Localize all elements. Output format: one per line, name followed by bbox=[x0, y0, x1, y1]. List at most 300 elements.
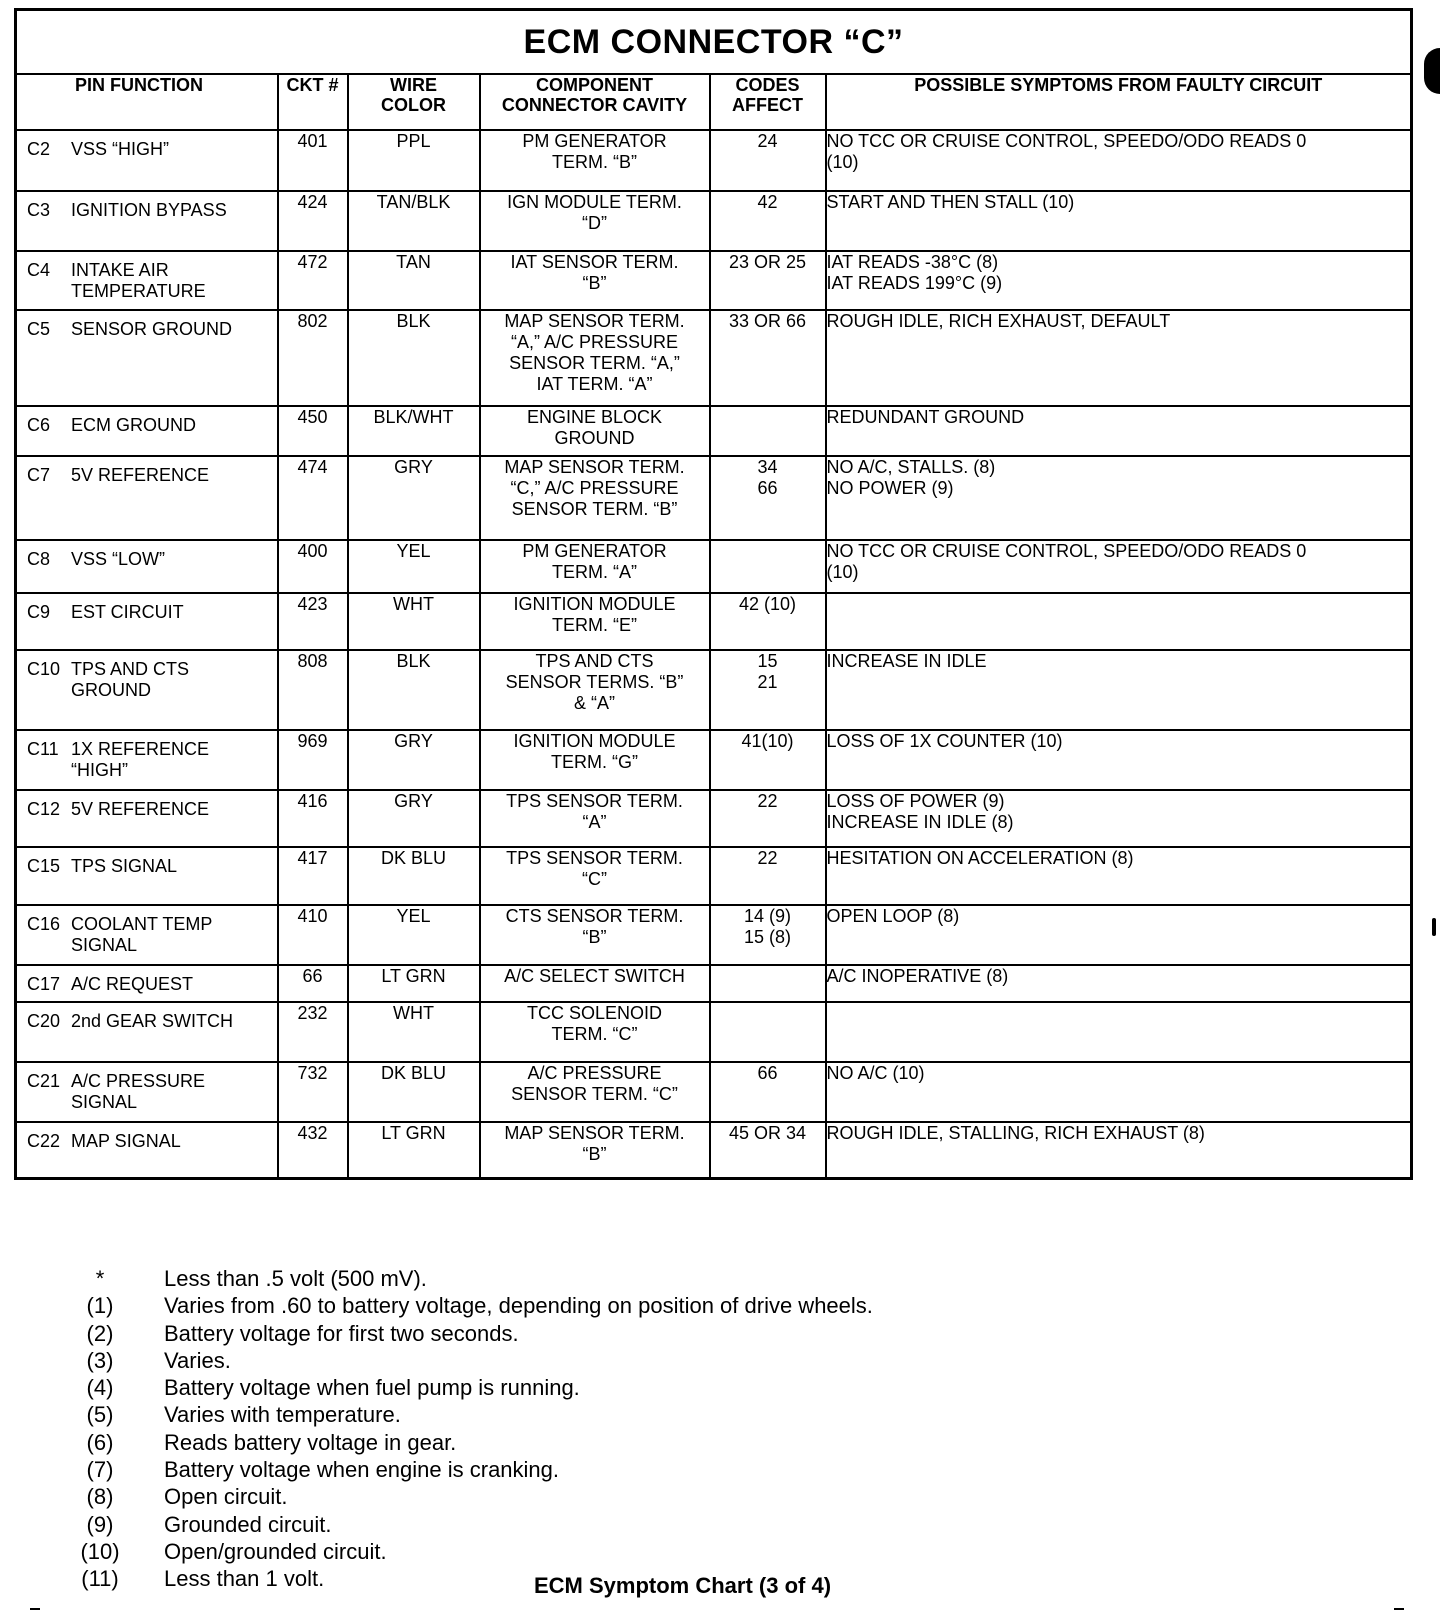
component-cell bbox=[480, 730, 710, 790]
codes-cell bbox=[710, 130, 826, 191]
component-cell bbox=[480, 965, 710, 1002]
component-line: PM GENERATOR bbox=[522, 541, 667, 561]
pin-id: C9 bbox=[27, 602, 51, 622]
wire-color-cell: YEL bbox=[348, 905, 480, 965]
scan-tick bbox=[30, 1608, 40, 1610]
symptom-line: NO POWER (9) bbox=[826, 478, 954, 498]
symptoms-cell bbox=[826, 540, 1412, 593]
symptom-line: LOSS OF POWER (9) bbox=[826, 791, 1005, 811]
pin-function bbox=[71, 1011, 271, 1032]
footnotes bbox=[70, 1265, 1170, 1593]
ckt-cell: 450 bbox=[278, 406, 348, 456]
ckt-cell: 424 bbox=[278, 191, 348, 251]
pin-function-line: ECM GROUND bbox=[71, 415, 196, 435]
pin-function bbox=[71, 602, 271, 623]
ckt-cell: 423 bbox=[278, 593, 348, 650]
table-row bbox=[16, 650, 1412, 730]
pin-function bbox=[71, 974, 271, 995]
code-line: 45 OR 34 bbox=[728, 1123, 807, 1143]
pin-function-cell bbox=[16, 406, 278, 456]
footnote-mark: (7) bbox=[86, 1457, 114, 1483]
table-row bbox=[16, 1002, 1412, 1062]
pin-function-line: TPS SIGNAL bbox=[71, 856, 178, 876]
component-line: MAP SENSOR TERM. bbox=[504, 1123, 685, 1143]
footnote-text: Open circuit. bbox=[164, 1484, 288, 1510]
code-line: 41(10) bbox=[741, 731, 794, 751]
component-line: TERM. “A” bbox=[552, 562, 637, 582]
pin-id: C10 bbox=[27, 659, 61, 679]
wire-color-cell: GRY bbox=[348, 790, 480, 847]
codes-cell bbox=[710, 593, 826, 650]
symptom-line: IAT READS 199°C (9) bbox=[826, 273, 1003, 293]
codes-cell bbox=[710, 1002, 826, 1062]
footnote-text: Less than .5 volt (500 mV). bbox=[164, 1266, 427, 1291]
component-cell bbox=[480, 130, 710, 191]
wire-color-cell: TAN/BLK bbox=[348, 191, 480, 251]
symptoms-cell bbox=[826, 730, 1412, 790]
component-cell bbox=[480, 905, 710, 965]
component-line: TERM. “E” bbox=[552, 615, 637, 635]
pin-function-cell bbox=[16, 310, 278, 406]
pin-id: C7 bbox=[27, 465, 51, 485]
footnote-mark: (10) bbox=[80, 1538, 120, 1564]
pin-function-cell bbox=[16, 1002, 278, 1062]
footnote-text: Varies with temperature. bbox=[164, 1402, 401, 1428]
footnote-text: Varies. bbox=[164, 1347, 231, 1373]
footnote-row bbox=[70, 1265, 1170, 1292]
code-line: 34 bbox=[757, 457, 778, 477]
component-line: A/C SELECT SWITCH bbox=[504, 966, 685, 986]
pin-wrap bbox=[17, 131, 277, 166]
symptoms-cell bbox=[826, 847, 1412, 905]
footnote-row bbox=[70, 1347, 1170, 1374]
ecm-connector-table bbox=[14, 8, 1413, 1180]
code-line: 42 bbox=[757, 192, 778, 212]
code-line: 21 bbox=[757, 672, 778, 692]
scan-tick bbox=[1394, 1608, 1404, 1610]
pin-function-line: 1X REFERENCE bbox=[71, 739, 210, 759]
pin-function-line: SENSOR GROUND bbox=[71, 319, 233, 339]
component-line: TERM. “G” bbox=[551, 752, 638, 772]
pin-function bbox=[71, 319, 271, 340]
table-row bbox=[16, 191, 1412, 251]
codes-cell bbox=[710, 540, 826, 593]
component-line: IAT TERM. “A” bbox=[536, 374, 653, 394]
component-cell bbox=[480, 790, 710, 847]
component-line: IGN MODULE TERM. bbox=[507, 192, 682, 212]
code-line: 24 bbox=[757, 131, 778, 151]
wire-color-cell: GRY bbox=[348, 730, 480, 790]
code-line: 15 bbox=[757, 651, 778, 671]
symptom-line: IAT READS -38°C (8) bbox=[826, 252, 999, 272]
wire-color-cell: DK BLU bbox=[348, 847, 480, 905]
component-line: CTS SENSOR TERM. bbox=[505, 906, 684, 926]
header-pin-function: PIN FUNCTION bbox=[16, 74, 278, 130]
pin-wrap bbox=[17, 848, 277, 883]
footnote-row bbox=[70, 1429, 1170, 1456]
component-line: SENSOR TERMS. “B” bbox=[505, 672, 684, 692]
symptom-line: LOSS OF 1X COUNTER (10) bbox=[826, 731, 1063, 751]
table-row bbox=[16, 593, 1412, 650]
pin-wrap bbox=[17, 192, 277, 227]
symptoms-cell bbox=[826, 251, 1412, 310]
component-line: “C,” A/C PRESSURE bbox=[510, 478, 679, 498]
ckt-cell: 474 bbox=[278, 456, 348, 540]
pin-wrap bbox=[17, 541, 277, 576]
component-cell bbox=[480, 251, 710, 310]
header-wire-color-line: COLOR bbox=[381, 95, 446, 115]
component-cell bbox=[480, 847, 710, 905]
footnote-text: Varies from .60 to battery voltage, depending on position of drive wheels. bbox=[164, 1293, 873, 1319]
table-row bbox=[16, 730, 1412, 790]
code-line: 33 OR 66 bbox=[728, 311, 807, 331]
pin-function-cell bbox=[16, 593, 278, 650]
symptoms-cell bbox=[826, 965, 1412, 1002]
pin-function-cell bbox=[16, 130, 278, 191]
wire-color-cell: LT GRN bbox=[348, 965, 480, 1002]
symptoms-cell bbox=[826, 790, 1412, 847]
component-line: TPS AND CTS bbox=[535, 651, 654, 671]
code-line: 66 bbox=[757, 1063, 778, 1083]
codes-cell bbox=[710, 1062, 826, 1122]
table-body bbox=[16, 130, 1412, 1178]
table-row bbox=[16, 456, 1412, 540]
table-row bbox=[16, 251, 1412, 310]
pin-function bbox=[71, 139, 271, 160]
symptom-line: A/C INOPERATIVE (8) bbox=[826, 966, 1009, 986]
table-row bbox=[16, 1122, 1412, 1178]
table-row bbox=[16, 130, 1412, 191]
symptoms-cell bbox=[826, 130, 1412, 191]
component-line: SENSOR TERM. “B” bbox=[511, 499, 678, 519]
pin-wrap bbox=[17, 1123, 277, 1158]
pin-function bbox=[71, 1071, 271, 1113]
footnote-mark: (9) bbox=[86, 1511, 114, 1537]
header-codes-line: CODES bbox=[735, 75, 800, 95]
pin-function-line: TEMPERATURE bbox=[71, 281, 206, 301]
symptom-line: HESITATION ON ACCELERATION (8) bbox=[826, 848, 1134, 868]
pin-id: C21 bbox=[27, 1071, 61, 1091]
codes-cell bbox=[710, 790, 826, 847]
pin-function-line: VSS “HIGH” bbox=[71, 139, 170, 159]
pin-function bbox=[71, 739, 271, 781]
footnote-text: Less than 1 volt. bbox=[164, 1566, 325, 1592]
pin-wrap bbox=[17, 594, 277, 629]
codes-cell bbox=[710, 650, 826, 730]
pin-function bbox=[71, 1131, 271, 1152]
code-line: 15 (8) bbox=[743, 927, 792, 947]
pin-wrap bbox=[17, 407, 277, 442]
component-line: GROUND bbox=[554, 428, 635, 448]
wire-color-cell: BLK bbox=[348, 650, 480, 730]
pin-function-line: IGNITION BYPASS bbox=[71, 200, 227, 220]
ckt-cell: 416 bbox=[278, 790, 348, 847]
wire-color-cell: WHT bbox=[348, 593, 480, 650]
symptom-line: NO A/C, STALLS. (8) bbox=[826, 457, 996, 477]
symptoms-cell bbox=[826, 905, 1412, 965]
codes-cell bbox=[710, 1122, 826, 1178]
table-row bbox=[16, 406, 1412, 456]
footnote-mark: (8) bbox=[86, 1484, 114, 1510]
component-line: “A” bbox=[582, 812, 607, 832]
pin-function-line: INTAKE AIR bbox=[71, 260, 169, 280]
table-row bbox=[16, 540, 1412, 593]
component-line: “B” bbox=[582, 1144, 607, 1164]
table-row bbox=[16, 310, 1412, 406]
ckt-cell: 432 bbox=[278, 1122, 348, 1178]
symptoms-cell bbox=[826, 191, 1412, 251]
symptom-line: START AND THEN STALL (10) bbox=[826, 192, 1075, 212]
component-line: TCC SOLENOID bbox=[526, 1003, 663, 1023]
pin-function-line: 5V REFERENCE bbox=[71, 799, 210, 819]
symptom-line: INCREASE IN IDLE (8) bbox=[826, 812, 1014, 832]
ckt-cell: 417 bbox=[278, 847, 348, 905]
pin-function bbox=[71, 415, 271, 436]
symptom-line: (10) bbox=[826, 152, 859, 172]
code-line: 14 (9) bbox=[743, 906, 792, 926]
code-line: 42 (10) bbox=[738, 594, 797, 614]
pin-id: C6 bbox=[27, 415, 51, 435]
pin-function-cell bbox=[16, 965, 278, 1002]
footnote-text: Open/grounded circuit. bbox=[164, 1538, 387, 1564]
footnote-text: Battery voltage when engine is cranking. bbox=[164, 1457, 560, 1483]
pin-wrap bbox=[17, 791, 277, 826]
pin-function bbox=[71, 914, 271, 956]
pin-wrap bbox=[17, 966, 277, 1001]
header-component-line: CONNECTOR CAVITY bbox=[501, 95, 688, 115]
code-line: 22 bbox=[757, 791, 778, 811]
wire-color-cell: TAN bbox=[348, 251, 480, 310]
table-row bbox=[16, 790, 1412, 847]
footnote-row bbox=[70, 1292, 1170, 1319]
codes-cell bbox=[710, 456, 826, 540]
table-row bbox=[16, 905, 1412, 965]
pin-function-cell bbox=[16, 1062, 278, 1122]
pin-id: C11 bbox=[27, 739, 59, 759]
pin-function-line: 2nd GEAR SWITCH bbox=[71, 1011, 234, 1031]
footnote-text: Battery voltage when fuel pump is running. bbox=[164, 1375, 580, 1401]
footnote-row bbox=[70, 1320, 1170, 1347]
wire-color-cell: GRY bbox=[348, 456, 480, 540]
footnote-mark: * bbox=[95, 1266, 105, 1291]
footnote-row bbox=[70, 1401, 1170, 1428]
pin-wrap bbox=[17, 906, 277, 962]
component-cell bbox=[480, 310, 710, 406]
component-line: TPS SENSOR TERM. bbox=[506, 791, 683, 811]
code-line: 22 bbox=[757, 848, 778, 868]
footnote-row bbox=[70, 1483, 1170, 1510]
pin-function-line: EST CIRCUIT bbox=[71, 602, 184, 622]
symptoms-cell bbox=[826, 1002, 1412, 1062]
pin-id: C5 bbox=[27, 319, 51, 339]
ckt-cell: 808 bbox=[278, 650, 348, 730]
pin-wrap bbox=[17, 252, 277, 308]
header-row bbox=[16, 74, 1412, 130]
pin-function-cell bbox=[16, 790, 278, 847]
ckt-cell: 732 bbox=[278, 1062, 348, 1122]
symptom-line: NO TCC OR CRUISE CONTROL, SPEEDO/ODO READS 0 bbox=[826, 131, 1307, 151]
pin-wrap bbox=[17, 731, 277, 787]
wire-color-cell: WHT bbox=[348, 1002, 480, 1062]
binding-mark bbox=[1424, 48, 1440, 94]
ckt-cell: 232 bbox=[278, 1002, 348, 1062]
footnote-mark: (11) bbox=[81, 1566, 119, 1592]
footnote-text: Grounded circuit. bbox=[164, 1511, 332, 1537]
ckt-cell: 66 bbox=[278, 965, 348, 1002]
footnote-row bbox=[70, 1456, 1170, 1483]
pin-id: C20 bbox=[27, 1011, 61, 1031]
pin-function-cell bbox=[16, 650, 278, 730]
pin-wrap bbox=[17, 651, 277, 707]
pin-id: C12 bbox=[27, 799, 61, 819]
symptoms-cell bbox=[826, 1122, 1412, 1178]
symptom-line: ROUGH IDLE, STALLING, RICH EXHAUST (8) bbox=[826, 1123, 1205, 1143]
pin-function-line: A/C PRESSURE bbox=[71, 1071, 206, 1091]
pin-id: C16 bbox=[27, 914, 61, 934]
symptom-line: REDUNDANT GROUND bbox=[826, 407, 1025, 427]
pin-function-line: MAP SIGNAL bbox=[71, 1131, 181, 1151]
pin-function-line: VSS “LOW” bbox=[71, 549, 166, 569]
ckt-cell: 472 bbox=[278, 251, 348, 310]
footnote-mark: (6) bbox=[86, 1429, 114, 1455]
chart-caption: ECM Symptom Chart (3 of 4) bbox=[534, 1573, 832, 1598]
pin-function-line: SIGNAL bbox=[71, 1092, 138, 1112]
pin-function bbox=[71, 260, 271, 302]
pin-function-line: COOLANT TEMP bbox=[71, 914, 213, 934]
pin-function-line: A/C REQUEST bbox=[71, 974, 194, 994]
footnote-mark: (1) bbox=[86, 1293, 114, 1319]
codes-cell bbox=[710, 730, 826, 790]
table-row bbox=[16, 965, 1412, 1002]
symptoms-cell bbox=[826, 1062, 1412, 1122]
header-symptoms: POSSIBLE SYMPTOMS FROM FAULTY CIRCUIT bbox=[826, 74, 1412, 130]
component-line: “B” bbox=[582, 927, 607, 947]
pin-id: C15 bbox=[27, 856, 61, 876]
component-line: “B” bbox=[582, 273, 607, 293]
component-line: SENSOR TERM. “A,” bbox=[509, 353, 680, 373]
wire-color-cell: LT GRN bbox=[348, 1122, 480, 1178]
pin-id: C8 bbox=[27, 549, 51, 569]
wire-color-cell: PPL bbox=[348, 130, 480, 191]
pin-function-cell bbox=[16, 730, 278, 790]
component-line: ENGINE BLOCK bbox=[526, 407, 663, 427]
pin-id: C17 bbox=[27, 974, 61, 994]
component-cell bbox=[480, 456, 710, 540]
codes-cell bbox=[710, 905, 826, 965]
symptoms-cell bbox=[826, 593, 1412, 650]
pin-function bbox=[71, 549, 271, 570]
symptom-line: NO A/C (10) bbox=[826, 1063, 925, 1083]
component-cell bbox=[480, 650, 710, 730]
symptom-line: (10) bbox=[826, 562, 859, 582]
pin-function bbox=[71, 200, 271, 221]
component-cell bbox=[480, 1002, 710, 1062]
table-row bbox=[16, 847, 1412, 905]
pin-function-cell bbox=[16, 540, 278, 593]
symptom-line: INCREASE IN IDLE bbox=[826, 651, 987, 671]
component-cell bbox=[480, 406, 710, 456]
component-cell bbox=[480, 593, 710, 650]
pin-function-cell bbox=[16, 905, 278, 965]
code-line: 23 OR 25 bbox=[728, 252, 807, 272]
codes-cell bbox=[710, 251, 826, 310]
component-line: IGNITION MODULE bbox=[513, 731, 676, 751]
footnote-row bbox=[70, 1538, 1170, 1565]
wire-color-cell: BLK bbox=[348, 310, 480, 406]
binding-dot bbox=[1432, 918, 1436, 936]
footnote-row bbox=[70, 1374, 1170, 1401]
component-cell bbox=[480, 1062, 710, 1122]
pin-function-cell bbox=[16, 191, 278, 251]
pin-function-cell bbox=[16, 251, 278, 310]
header-component-line: COMPONENT bbox=[536, 75, 653, 95]
pin-id: C3 bbox=[27, 200, 51, 220]
pin-function bbox=[71, 465, 271, 486]
component-line: MAP SENSOR TERM. bbox=[504, 311, 685, 331]
pin-function bbox=[71, 856, 271, 877]
footnote-mark: (5) bbox=[86, 1402, 114, 1428]
footnote-mark: (4) bbox=[86, 1375, 114, 1401]
pin-function-line: 5V REFERENCE bbox=[71, 465, 210, 485]
footnote-mark: (3) bbox=[86, 1347, 114, 1373]
pin-function-line: GROUND bbox=[71, 680, 151, 700]
pin-function-line: SIGNAL bbox=[71, 935, 138, 955]
footnote-text: Reads battery voltage in gear. bbox=[164, 1429, 457, 1455]
pin-wrap bbox=[17, 311, 277, 346]
pin-id: C22 bbox=[27, 1131, 61, 1151]
component-cell bbox=[480, 191, 710, 251]
component-line: TERM. “C” bbox=[551, 1024, 638, 1044]
wire-color-cell: YEL bbox=[348, 540, 480, 593]
component-cell bbox=[480, 1122, 710, 1178]
symptom-line: NO TCC OR CRUISE CONTROL, SPEEDO/ODO READS 0 bbox=[826, 541, 1307, 561]
symptoms-cell bbox=[826, 310, 1412, 406]
component-line: SENSOR TERM. “C” bbox=[511, 1084, 678, 1104]
header-component bbox=[480, 74, 710, 130]
header-wire-color bbox=[348, 74, 480, 130]
pin-function bbox=[71, 659, 271, 701]
pin-function-cell bbox=[16, 1122, 278, 1178]
component-line: MAP SENSOR TERM. bbox=[504, 457, 685, 477]
component-line: “A,” A/C PRESSURE bbox=[510, 332, 679, 352]
pin-id: C4 bbox=[27, 260, 51, 280]
header-codes-line: AFFECT bbox=[732, 95, 803, 115]
table-row bbox=[16, 1062, 1412, 1122]
pin-wrap bbox=[17, 1063, 277, 1119]
component-line: TPS SENSOR TERM. bbox=[506, 848, 683, 868]
footnote-text: Battery voltage for first two seconds. bbox=[164, 1320, 519, 1346]
codes-cell bbox=[710, 310, 826, 406]
pin-function-cell bbox=[16, 847, 278, 905]
component-line: & “A” bbox=[573, 693, 615, 713]
pin-function-line: “HIGH” bbox=[71, 760, 128, 780]
header-wire-color-line: WIRE bbox=[390, 75, 437, 95]
pin-function-line: TPS AND CTS bbox=[71, 659, 190, 679]
component-line: PM GENERATOR bbox=[522, 131, 667, 151]
pin-function bbox=[71, 799, 271, 820]
pin-function-cell bbox=[16, 456, 278, 540]
component-line: TERM. “B” bbox=[552, 152, 637, 172]
component-line: “C” bbox=[582, 869, 607, 889]
ckt-cell: 969 bbox=[278, 730, 348, 790]
codes-cell bbox=[710, 965, 826, 1002]
wire-color-cell: BLK/WHT bbox=[348, 406, 480, 456]
codes-cell bbox=[710, 191, 826, 251]
component-cell bbox=[480, 540, 710, 593]
codes-cell bbox=[710, 406, 826, 456]
symptoms-cell bbox=[826, 650, 1412, 730]
header-codes bbox=[710, 74, 826, 130]
